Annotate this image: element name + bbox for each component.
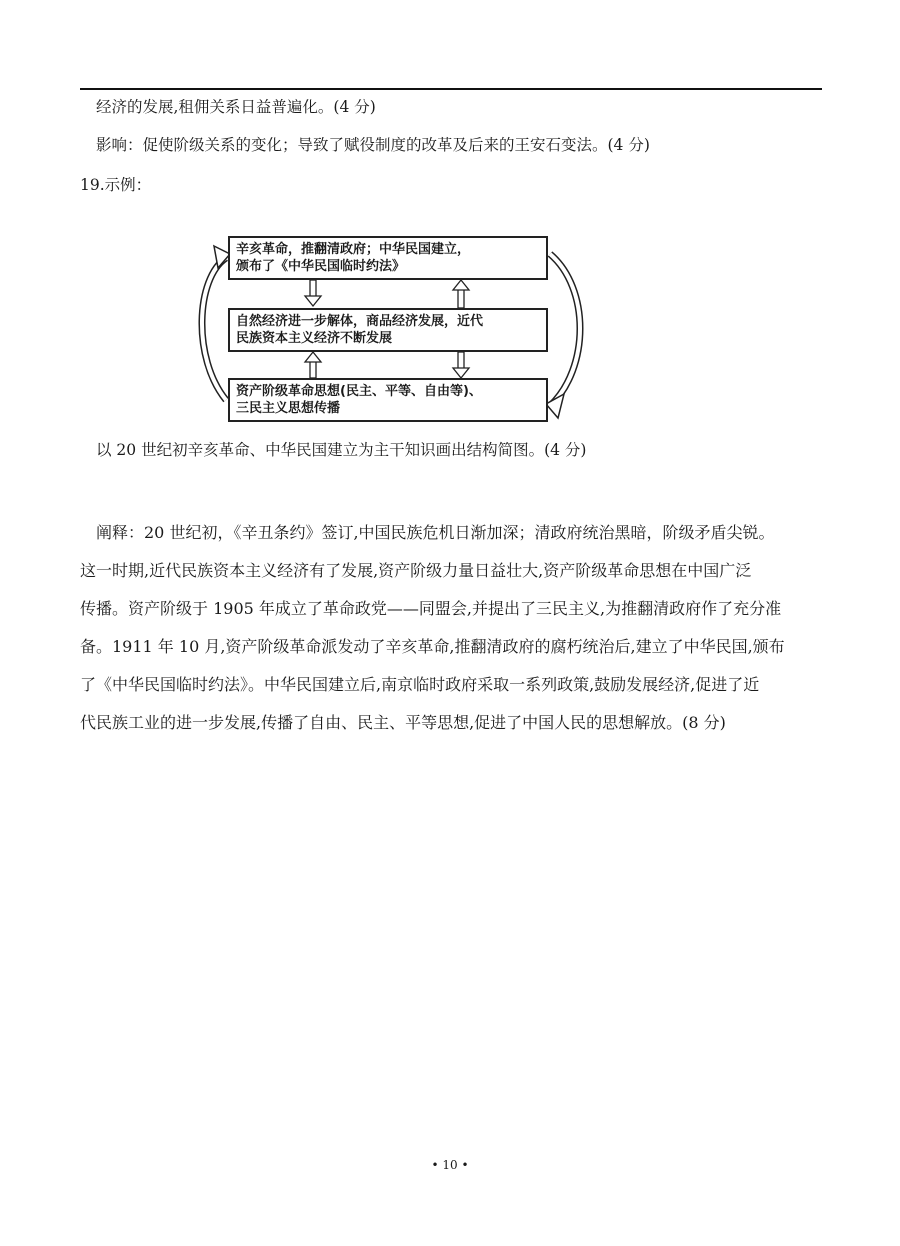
up-arrow-2 — [305, 352, 321, 378]
diagram-caption: 以 20 世纪初辛亥革命、中华民国建立为主干知识画出结构简图。(4 分) — [96, 441, 587, 459]
explanation-paragraph — [80, 514, 825, 742]
box-revolution-line-1: 辛亥革命，推翻清政府；中华民国建立， — [236, 242, 471, 257]
box-revolution — [228, 236, 548, 280]
paragraph-line: 了《中华民国临时约法》。中华民国建立后,南京临时政府采取一系列政策,鼓励发展经济,促进了近 — [80, 675, 760, 694]
answer-line-2: 影响：促使阶级关系的变化；导致了赋役制度的改革及后来的王安石变法。(4 分) — [96, 136, 650, 154]
up-arrow-1 — [453, 280, 469, 308]
box-ideology — [228, 378, 548, 422]
box-revolution-line-2: 颁布了《中华民国临时约法》 — [236, 259, 406, 274]
box-economy-line-1: 自然经济进一步解体，商品经济发展，近代 — [236, 314, 484, 329]
answer-line-1: 经济的发展,租佣关系日益普遍化。(4 分) — [96, 98, 376, 116]
paragraph-line: 阐释：20 世纪初，《辛丑条约》签订,中国民族危机日渐加深；清政府统治黑暗，阶级矛盾尖锐。 — [96, 523, 775, 542]
box-economy-line-2: 民族资本主义经济不断发展 — [236, 331, 393, 346]
paragraph-line: 代民族工业的进一步发展,传播了自由、民主、平等思想,促进了中国人民的思想解放。(8 分) — [80, 713, 726, 732]
down-arrow-1 — [305, 280, 321, 306]
box-ideology-line-1: 资产阶级革命思想(民主、平等、自由等)、 — [236, 384, 482, 399]
header-rule — [80, 88, 822, 90]
page-number: • 10 • — [431, 1158, 469, 1172]
paragraph-line: 这一时期,近代民族资本主义经济有了发展,资产阶级力量日益壮大,资产阶级革命思想在中国广泛 — [80, 561, 752, 580]
down-arrow-2 — [453, 352, 469, 378]
question-number: 19.示例： — [80, 176, 152, 194]
box-ideology-line-2: 三民主义思想传播 — [236, 401, 341, 416]
box-economy — [228, 308, 548, 352]
paragraph-line: 备。1911 年 10 月,资产阶级革命派发动了辛亥革命,推翻清政府的腐朽统治后,建立了中华民国,颁布 — [80, 637, 785, 656]
paragraph-line: 传播。资产阶级于 1905 年成立了革命政党——同盟会,并提出了三民主义,为推翻清政府作了充分准 — [80, 599, 782, 618]
structure-diagram — [186, 228, 602, 428]
